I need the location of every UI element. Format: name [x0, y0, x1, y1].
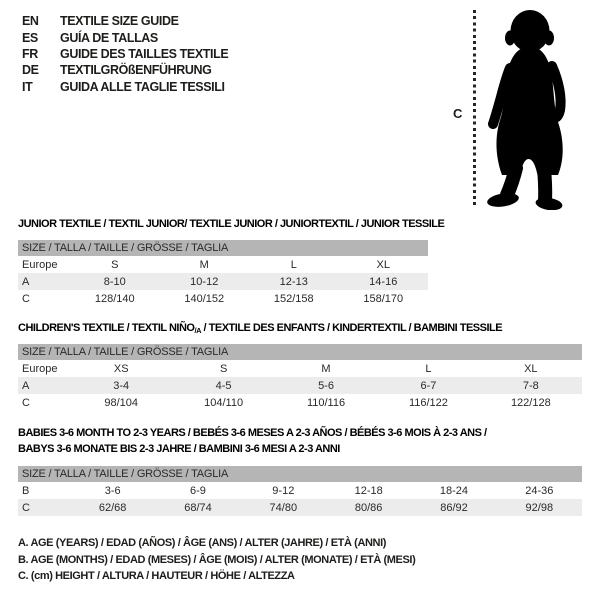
age-cell: 18-24	[439, 484, 469, 497]
language-row-es	[22, 29, 228, 45]
height-measure-dashed-line	[473, 10, 476, 208]
table-row	[18, 290, 428, 307]
size-cell: M	[199, 258, 209, 271]
height-cell: 116/122	[408, 396, 448, 409]
height-measure-label: C	[453, 106, 463, 121]
age-cell: 3-6	[104, 484, 121, 497]
size-cell: XL	[524, 362, 538, 375]
table-row	[18, 360, 582, 377]
age-cell: 6-7	[420, 379, 437, 392]
height-cell: 110/116	[306, 396, 346, 409]
height-cell: 92/98	[525, 501, 554, 514]
age-cell: 12-13	[279, 275, 308, 288]
language-code: ES	[22, 30, 38, 45]
size-cell: XL	[376, 258, 390, 271]
height-cell: 74/80	[269, 501, 298, 514]
legend-note-b: B. AGE (MONTHS) / EDAD (MESES) / ÂGE (MOIS) / ALTER (MONATE) / ETÀ (MESI)	[18, 553, 416, 566]
babies-size-table	[18, 466, 582, 516]
height-cell: 68/74	[184, 501, 212, 514]
children-size-table	[18, 344, 582, 411]
age-cell: 10-12	[190, 275, 219, 288]
row-label: A	[22, 379, 30, 392]
height-cell: 104/110	[204, 396, 244, 409]
children-title-post: / TEXTILE DES ENFANTS / KINDERTEXTIL / BAMBINI TESSILE	[200, 322, 503, 334]
language-code: EN	[22, 14, 39, 29]
language-title: TEXTILGRÖßENFÜHRUNG	[60, 63, 212, 78]
language-row-en	[22, 13, 228, 29]
language-title: TEXTILE SIZE GUIDE	[60, 14, 179, 29]
table-row	[18, 499, 582, 516]
babies-title-line2: BABYS 3-6 MONATE BIS 2-3 JAHRE / BAMBINI 3-6 MESI A 2-3 ANNI	[18, 443, 340, 455]
junior-size-table	[18, 240, 428, 307]
size-header-bar: SIZE / TALLA / TAILLE / GRÖSSE / TAGLIA	[18, 466, 582, 482]
age-cell: 8-10	[103, 275, 126, 288]
height-cell: 62/68	[98, 501, 127, 514]
junior-table-title: JUNIOR TEXTILE / TEXTIL JUNIOR/ TEXTILE JUNIOR / JUNIORTEXTIL / JUNIOR TESSILE	[18, 218, 445, 230]
size-header-bar: SIZE / TALLA / TAILLE / GRÖSSE / TAGLIA	[18, 344, 582, 360]
row-label: B	[22, 484, 30, 497]
age-cell: 4-5	[215, 379, 232, 392]
size-cell: XS	[113, 362, 129, 375]
toddler-silhouette-icon	[486, 8, 570, 210]
age-cell: 14-16	[369, 275, 398, 288]
height-cell: 128/140	[94, 292, 135, 305]
height-cell: 152/158	[273, 292, 314, 305]
language-code: DE	[22, 63, 39, 78]
size-cell: L	[425, 362, 432, 375]
height-cell: 80/86	[354, 501, 383, 514]
language-code: IT	[22, 79, 33, 94]
age-cell: 6-9	[190, 484, 206, 497]
table-row	[18, 394, 582, 411]
row-label: Europe	[22, 258, 58, 271]
age-cell: 7-8	[522, 379, 539, 392]
row-label: C	[22, 501, 30, 514]
legend-note-c: C. (cm) HEIGHT / ALTURA / HAUTEUR / HÖHE / ALTEZZA	[18, 570, 295, 582]
babies-title-line1: BABIES 3-6 MONTH TO 2-3 YEARS / BEBÉS 3-6 MESES A 2-3 AÑOS / BÉBÉS 3-6 MOIS À 2-3 ANS /	[18, 427, 487, 439]
table-row	[18, 273, 428, 290]
height-cell: 122/128	[510, 396, 551, 409]
age-cell: 12-18	[354, 484, 383, 497]
row-label: C	[22, 292, 30, 305]
size-cell: L	[290, 258, 297, 271]
height-cell: 140/152	[184, 292, 225, 305]
height-cell: 86/92	[440, 501, 468, 514]
table-row	[18, 482, 582, 499]
height-cell: 98/104	[104, 396, 139, 409]
age-cell: 5-6	[318, 379, 334, 392]
age-cell: 24-36	[525, 484, 554, 497]
children-title-subscript: /A	[194, 326, 201, 335]
table-row	[18, 377, 582, 394]
height-cell: 158/170	[363, 292, 404, 305]
legend-note-a: A. AGE (YEARS) / EDAD (AÑOS) / ÂGE (ANS) / ALTER (JAHRE) / ETÀ (ANNI)	[18, 537, 386, 549]
language-title: GUÍA DE TALLAS	[60, 30, 158, 45]
age-cell: 9-12	[272, 484, 295, 497]
language-row-it	[22, 79, 228, 95]
language-row-de	[22, 62, 228, 78]
row-label: Europe	[22, 362, 58, 375]
size-cell: M	[321, 362, 331, 375]
language-list	[22, 13, 228, 95]
children-title-pre: CHILDREN'S TEXTILE / TEXTIL NIÑO	[18, 322, 195, 334]
age-cell: 3-4	[113, 379, 130, 392]
language-title: GUIDA ALLE TAGLIE TESSILI	[60, 79, 225, 94]
language-code: FR	[22, 46, 38, 61]
language-title: GUIDE DES TAILLES TEXTILE	[60, 46, 229, 61]
size-header-bar: SIZE / TALLA / TAILLE / GRÖSSE / TAGLIA	[18, 240, 428, 256]
table-row	[18, 256, 428, 273]
row-label: C	[22, 396, 30, 409]
children-table-title	[18, 320, 502, 339]
legend-notes	[18, 537, 415, 587]
row-label: A	[22, 275, 30, 288]
babies-table-title	[18, 425, 487, 457]
size-cell: S	[111, 258, 119, 271]
size-cell: S	[219, 362, 228, 375]
language-row-fr	[22, 46, 228, 62]
